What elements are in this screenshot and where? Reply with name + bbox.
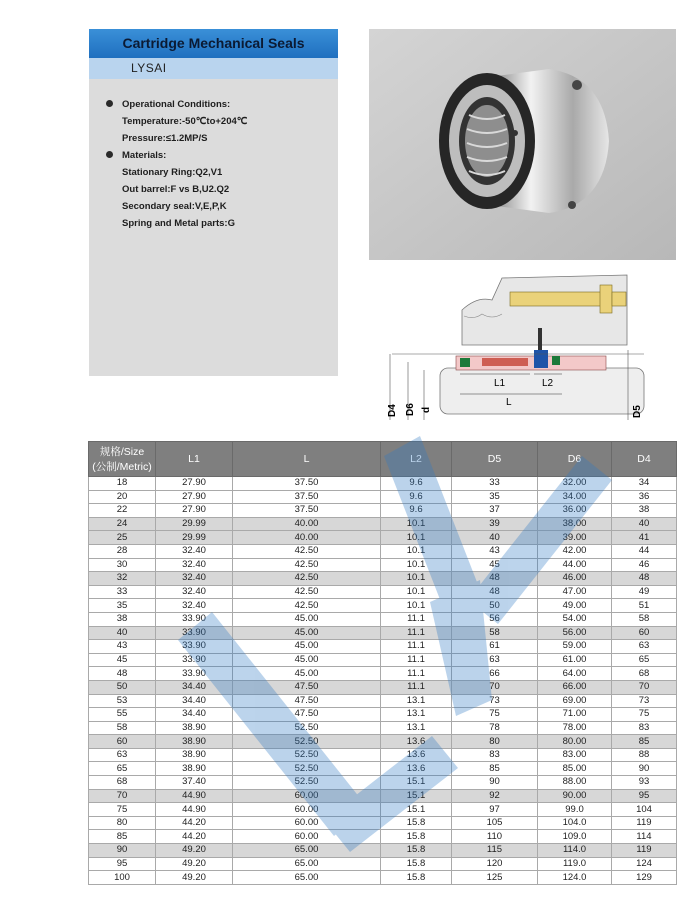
cell-d5: 73 <box>452 694 538 708</box>
cell-d5: 58 <box>452 626 538 640</box>
table-row <box>89 612 677 626</box>
cell-l: 52.50 <box>233 762 381 776</box>
cell-l1: 32.40 <box>156 544 233 558</box>
cell-size: 90 <box>89 844 156 858</box>
cell-size: 35 <box>89 599 156 613</box>
cell-size: 48 <box>89 667 156 681</box>
cell-l2: 15.8 <box>381 857 452 871</box>
cell-l2: 10.1 <box>381 517 452 531</box>
cell-l1: 29.99 <box>156 531 233 545</box>
cell-d6: 80.00 <box>538 735 612 749</box>
cell-d5: 97 <box>452 803 538 817</box>
cell-d6: 69.00 <box>538 694 612 708</box>
cell-size: 33 <box>89 585 156 599</box>
cell-l: 45.00 <box>233 626 381 640</box>
cell-l2: 15.8 <box>381 816 452 830</box>
cell-d6: 32.00 <box>538 477 612 491</box>
cell-size: 45 <box>89 653 156 667</box>
cell-d5: 50 <box>452 599 538 613</box>
cell-l1: 27.90 <box>156 490 233 504</box>
cell-l: 65.00 <box>233 857 381 871</box>
cell-l1: 34.40 <box>156 694 233 708</box>
materials-heading: Materials: <box>122 150 167 161</box>
cell-d6: 99.0 <box>538 803 612 817</box>
cell-d5: 48 <box>452 572 538 586</box>
cell-l: 40.00 <box>233 531 381 545</box>
cell-l1: 37.40 <box>156 776 233 790</box>
table-row <box>89 721 677 735</box>
table-row <box>89 803 677 817</box>
cell-d6: 83.00 <box>538 748 612 762</box>
cell-l2: 11.1 <box>381 626 452 640</box>
cell-d4: 88 <box>612 748 677 762</box>
cell-d4: 40 <box>612 517 677 531</box>
header-d6: D6 <box>538 442 612 477</box>
header-l2: L2 <box>381 442 452 477</box>
cell-d4: 70 <box>612 680 677 694</box>
cell-l: 47.50 <box>233 680 381 694</box>
table-row <box>89 789 677 803</box>
table-row <box>89 572 677 586</box>
cell-d5: 75 <box>452 708 538 722</box>
cell-l1: 44.20 <box>156 816 233 830</box>
cell-l1: 33.90 <box>156 653 233 667</box>
cell-d5: 85 <box>452 762 538 776</box>
cell-d6: 39.00 <box>538 531 612 545</box>
cell-size: 38 <box>89 612 156 626</box>
cell-d6: 124.0 <box>538 871 612 885</box>
cell-d5: 56 <box>452 612 538 626</box>
cell-d5: 125 <box>452 871 538 885</box>
table-row <box>89 694 677 708</box>
operational-heading: Operational Conditions: <box>122 99 231 110</box>
cell-l: 60.00 <box>233 816 381 830</box>
cell-d6: 66.00 <box>538 680 612 694</box>
table-row <box>89 585 677 599</box>
cell-size: 30 <box>89 558 156 572</box>
cell-l: 65.00 <box>233 844 381 858</box>
cell-l: 52.50 <box>233 721 381 735</box>
cell-size: 50 <box>89 680 156 694</box>
cell-l2: 13.6 <box>381 748 452 762</box>
cell-l1: 49.20 <box>156 857 233 871</box>
cell-l2: 15.1 <box>381 803 452 817</box>
cell-d6: 46.00 <box>538 572 612 586</box>
table-header-row <box>89 442 677 477</box>
cell-size: 24 <box>89 517 156 531</box>
cell-l: 52.50 <box>233 776 381 790</box>
cell-d4: 36 <box>612 490 677 504</box>
cell-d4: 93 <box>612 776 677 790</box>
cell-d6: 104.0 <box>538 816 612 830</box>
cell-d4: 85 <box>612 735 677 749</box>
page-title: Cartridge Mechanical Seals <box>122 35 305 51</box>
cell-l2: 15.8 <box>381 871 452 885</box>
table-row <box>89 708 677 722</box>
cell-size: 55 <box>89 708 156 722</box>
cell-l: 42.50 <box>233 599 381 613</box>
cell-l1: 38.90 <box>156 735 233 749</box>
cell-l: 52.50 <box>233 748 381 762</box>
cell-d6: 49.00 <box>538 599 612 613</box>
cell-l2: 13.1 <box>381 721 452 735</box>
table-row <box>89 857 677 871</box>
cell-l2: 15.8 <box>381 844 452 858</box>
cell-d6: 56.00 <box>538 626 612 640</box>
cell-size: 63 <box>89 748 156 762</box>
table-row <box>89 762 677 776</box>
cell-l2: 15.1 <box>381 789 452 803</box>
cell-size: 58 <box>89 721 156 735</box>
dim-label-l1: L1 <box>494 378 506 389</box>
header-size-metric: (公制/Metric) <box>92 461 152 473</box>
cell-d5: 80 <box>452 735 538 749</box>
table-row <box>89 531 677 545</box>
cell-l1: 32.40 <box>156 599 233 613</box>
cell-d4: 63 <box>612 640 677 654</box>
stationary-ring-spec: Stationary Ring:Q2,V1 <box>122 167 223 178</box>
table-row <box>89 640 677 654</box>
cell-l2: 10.1 <box>381 585 452 599</box>
cell-d4: 75 <box>612 708 677 722</box>
table-row <box>89 830 677 844</box>
cell-l1: 34.40 <box>156 708 233 722</box>
cell-l1: 44.90 <box>156 789 233 803</box>
cell-d4: 68 <box>612 667 677 681</box>
cell-l2: 10.1 <box>381 572 452 586</box>
cell-l1: 32.40 <box>156 558 233 572</box>
cell-size: 18 <box>89 477 156 491</box>
table-row <box>89 667 677 681</box>
cell-d6: 61.00 <box>538 653 612 667</box>
cell-l: 37.50 <box>233 477 381 491</box>
cell-l2: 10.1 <box>381 544 452 558</box>
cell-d5: 110 <box>452 830 538 844</box>
cell-d5: 37 <box>452 504 538 518</box>
cell-l1: 29.99 <box>156 517 233 531</box>
cell-d4: 104 <box>612 803 677 817</box>
table-row <box>89 844 677 858</box>
cell-d5: 78 <box>452 721 538 735</box>
cell-d6: 71.00 <box>538 708 612 722</box>
cell-d5: 66 <box>452 667 538 681</box>
dim-label-l2: L2 <box>542 378 554 389</box>
cell-l2: 11.1 <box>381 680 452 694</box>
dim-label-d: d <box>421 406 432 413</box>
cell-d4: 90 <box>612 762 677 776</box>
cell-size: 25 <box>89 531 156 545</box>
cell-l: 45.00 <box>233 612 381 626</box>
table-row <box>89 653 677 667</box>
cell-l1: 49.20 <box>156 871 233 885</box>
size-table <box>88 441 677 885</box>
cell-l1: 44.20 <box>156 830 233 844</box>
cell-d5: 120 <box>452 857 538 871</box>
cell-size: 60 <box>89 735 156 749</box>
table-row <box>89 816 677 830</box>
cell-l1: 34.40 <box>156 680 233 694</box>
cell-l: 65.00 <box>233 871 381 885</box>
table-row <box>89 490 677 504</box>
header-size <box>89 442 156 477</box>
table-row <box>89 599 677 613</box>
cell-l2: 13.1 <box>381 694 452 708</box>
cell-d4: 46 <box>612 558 677 572</box>
temperature-spec: Temperature:-50℃to+204℃ <box>122 116 248 127</box>
spring-spec: Spring and Metal parts:G <box>122 218 235 229</box>
seal-diagram <box>382 270 652 430</box>
bullet-icon <box>106 100 113 107</box>
cell-l: 52.50 <box>233 735 381 749</box>
cell-d5: 92 <box>452 789 538 803</box>
cell-l: 47.50 <box>233 708 381 722</box>
out-barrel-spec: Out barrel:F vs B,U2.Q2 <box>122 184 230 195</box>
table-row <box>89 776 677 790</box>
dim-label-l: L <box>506 397 512 408</box>
cell-l2: 11.1 <box>381 640 452 654</box>
cell-d4: 124 <box>612 857 677 871</box>
cell-d6: 109.0 <box>538 830 612 844</box>
cell-l: 45.00 <box>233 667 381 681</box>
cell-l2: 13.1 <box>381 708 452 722</box>
cell-d6: 36.00 <box>538 504 612 518</box>
cell-l1: 33.90 <box>156 640 233 654</box>
cell-d4: 48 <box>612 572 677 586</box>
cell-d4: 49 <box>612 585 677 599</box>
cell-l: 42.50 <box>233 585 381 599</box>
product-photo <box>369 29 676 260</box>
cell-l1: 33.90 <box>156 612 233 626</box>
cell-l: 60.00 <box>233 830 381 844</box>
cell-d6: 85.00 <box>538 762 612 776</box>
cell-l2: 15.1 <box>381 776 452 790</box>
dim-label-d4: D4 <box>387 404 398 417</box>
cell-l: 37.50 <box>233 490 381 504</box>
cell-l2: 13.6 <box>381 762 452 776</box>
cell-size: 95 <box>89 857 156 871</box>
cell-d5: 35 <box>452 490 538 504</box>
cell-d5: 40 <box>452 531 538 545</box>
cell-size: 28 <box>89 544 156 558</box>
cell-l1: 44.90 <box>156 803 233 817</box>
cell-l2: 9.6 <box>381 490 452 504</box>
table-row <box>89 477 677 491</box>
cell-size: 40 <box>89 626 156 640</box>
cell-l: 42.50 <box>233 558 381 572</box>
cell-l2: 10.1 <box>381 599 452 613</box>
cell-d5: 90 <box>452 776 538 790</box>
cell-l: 47.50 <box>233 694 381 708</box>
cell-size: 85 <box>89 830 156 844</box>
table-row <box>89 748 677 762</box>
cell-d4: 60 <box>612 626 677 640</box>
cell-d4: 41 <box>612 531 677 545</box>
cell-size: 43 <box>89 640 156 654</box>
cell-d6: 44.00 <box>538 558 612 572</box>
cell-l: 42.50 <box>233 572 381 586</box>
cell-l2: 13.6 <box>381 735 452 749</box>
cell-size: 70 <box>89 789 156 803</box>
cell-d4: 51 <box>612 599 677 613</box>
cell-l1: 38.90 <box>156 721 233 735</box>
cell-l2: 10.1 <box>381 531 452 545</box>
cell-d5: 61 <box>452 640 538 654</box>
cell-d4: 119 <box>612 816 677 830</box>
cell-d6: 42.00 <box>538 544 612 558</box>
model-bar <box>89 58 338 79</box>
cell-l: 60.00 <box>233 789 381 803</box>
cell-size: 22 <box>89 504 156 518</box>
cell-d5: 33 <box>452 477 538 491</box>
cell-d4: 34 <box>612 477 677 491</box>
cell-l1: 32.40 <box>156 572 233 586</box>
table-row <box>89 504 677 518</box>
cell-d6: 114.0 <box>538 844 612 858</box>
cell-d5: 70 <box>452 680 538 694</box>
cell-size: 65 <box>89 762 156 776</box>
cell-l1: 38.90 <box>156 748 233 762</box>
table-row <box>89 680 677 694</box>
cell-d4: 129 <box>612 871 677 885</box>
cell-l2: 15.8 <box>381 830 452 844</box>
cell-d6: 78.00 <box>538 721 612 735</box>
cell-d5: 43 <box>452 544 538 558</box>
cell-l1: 27.90 <box>156 504 233 518</box>
table-row <box>89 544 677 558</box>
cell-l1: 33.90 <box>156 626 233 640</box>
cell-d6: 119.0 <box>538 857 612 871</box>
table-row <box>89 871 677 885</box>
cell-d6: 34.00 <box>538 490 612 504</box>
cell-l: 37.50 <box>233 504 381 518</box>
cell-l1: 32.40 <box>156 585 233 599</box>
cell-d6: 38.00 <box>538 517 612 531</box>
cell-l2: 9.6 <box>381 504 452 518</box>
cell-d4: 38 <box>612 504 677 518</box>
cell-size: 100 <box>89 871 156 885</box>
table-row <box>89 558 677 572</box>
header-size-cn: 规格/Size <box>99 446 145 458</box>
cell-d4: 83 <box>612 721 677 735</box>
cell-size: 75 <box>89 803 156 817</box>
cell-l2: 11.1 <box>381 612 452 626</box>
cell-l2: 11.1 <box>381 653 452 667</box>
cell-size: 80 <box>89 816 156 830</box>
cell-d5: 115 <box>452 844 538 858</box>
cell-d5: 45 <box>452 558 538 572</box>
title-bar <box>89 29 338 58</box>
cell-l2: 10.1 <box>381 558 452 572</box>
header-l1: L1 <box>156 442 233 477</box>
cell-d4: 65 <box>612 653 677 667</box>
header-d5: D5 <box>452 442 538 477</box>
cell-size: 32 <box>89 572 156 586</box>
cell-l1: 33.90 <box>156 667 233 681</box>
cell-d6: 47.00 <box>538 585 612 599</box>
cell-d4: 119 <box>612 844 677 858</box>
cell-l1: 38.90 <box>156 762 233 776</box>
cell-d4: 73 <box>612 694 677 708</box>
cell-d5: 105 <box>452 816 538 830</box>
cell-d5: 63 <box>452 653 538 667</box>
table-row <box>89 626 677 640</box>
cell-d6: 54.00 <box>538 612 612 626</box>
header-d4: D4 <box>612 442 677 477</box>
table-row <box>89 735 677 749</box>
cell-l: 42.50 <box>233 544 381 558</box>
cell-l: 45.00 <box>233 653 381 667</box>
cell-d5: 39 <box>452 517 538 531</box>
cell-l: 60.00 <box>233 803 381 817</box>
cell-l1: 27.90 <box>156 477 233 491</box>
cell-d5: 48 <box>452 585 538 599</box>
bullet-icon <box>106 151 113 158</box>
cell-d6: 64.00 <box>538 667 612 681</box>
model-name: LYSAI <box>131 61 167 75</box>
cell-d6: 90.00 <box>538 789 612 803</box>
cell-size: 68 <box>89 776 156 790</box>
cell-d4: 114 <box>612 830 677 844</box>
cell-l2: 9.6 <box>381 477 452 491</box>
header-l: L <box>233 442 381 477</box>
cell-d4: 58 <box>612 612 677 626</box>
cell-l: 40.00 <box>233 517 381 531</box>
secondary-seal-spec: Secondary seal:V,E,P,K <box>122 201 227 212</box>
cell-l1: 49.20 <box>156 844 233 858</box>
pressure-spec: Pressure:≤1.2MP/S <box>122 133 208 144</box>
cell-d6: 59.00 <box>538 640 612 654</box>
cell-d6: 88.00 <box>538 776 612 790</box>
table-row <box>89 517 677 531</box>
cell-size: 20 <box>89 490 156 504</box>
cell-d4: 44 <box>612 544 677 558</box>
cell-l2: 11.1 <box>381 667 452 681</box>
cell-l: 45.00 <box>233 640 381 654</box>
cell-size: 53 <box>89 694 156 708</box>
dim-label-d6: D6 <box>405 403 416 416</box>
cell-d5: 83 <box>452 748 538 762</box>
dim-label-d5: D5 <box>632 405 643 418</box>
cell-d4: 95 <box>612 789 677 803</box>
